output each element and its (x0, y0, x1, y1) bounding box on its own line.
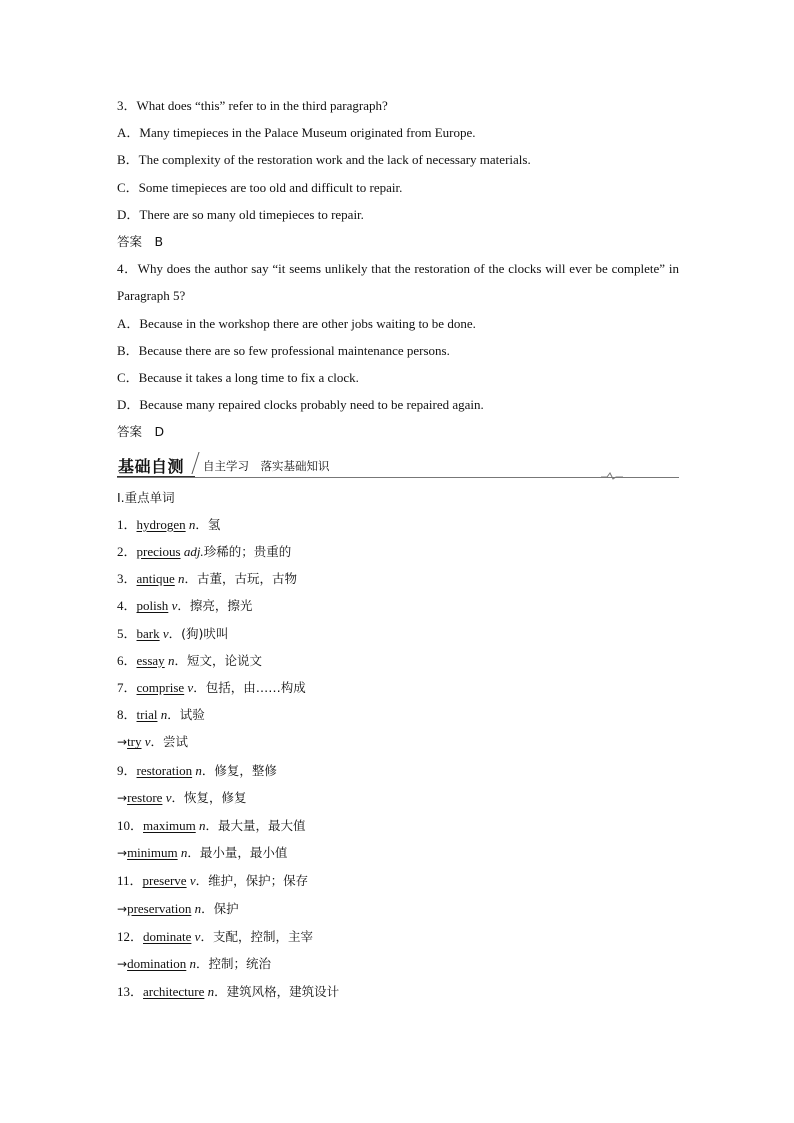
section-subtitle: 自主学习 落实基础知识 (203, 458, 330, 473)
vocab-meaning: ．支配，控制，主宰 (200, 928, 313, 944)
vocab-word: architecture (143, 984, 205, 1000)
vocab-item (117, 784, 679, 812)
vocab-word: comprise (136, 680, 185, 696)
part-of-speech: v (162, 625, 169, 641)
vocab-word: preserve (142, 873, 187, 889)
vocab-meaning: ．试验 (167, 707, 205, 723)
arrow-icon: → (117, 901, 128, 916)
vocab-item (117, 812, 679, 839)
vocab-meaning: ．氢 (195, 516, 221, 532)
option-b: B．The complexity of the restoration work and the lack of necessary materials. (117, 152, 531, 168)
vocab-meaning: ．控制；统治 (196, 956, 272, 972)
vocab-word: maximum (143, 818, 196, 834)
part-of-speech: n (189, 956, 197, 972)
section-header (117, 448, 679, 482)
item-number: 2． (117, 544, 137, 560)
vocab-meaning: ．擦亮，擦光 (177, 598, 253, 614)
item-number: 4． (117, 598, 137, 614)
vocab-item (117, 620, 679, 647)
part-of-speech: adj. (183, 544, 204, 560)
vocab-meaning: ．最大量，最大值 (205, 818, 306, 834)
item-number: 13． (117, 984, 144, 1000)
question-3 (117, 92, 679, 255)
vocab-item (117, 701, 679, 728)
vocab-meaning: ．维护，保护；保存 (195, 873, 309, 889)
answer: 答案 D (117, 424, 165, 440)
document-page (117, 92, 679, 1006)
vocab-word: antique (136, 571, 175, 587)
question-stem: 3．What does “this” refer to in the third paragraph? (117, 98, 388, 113)
vocab-meaning: ．尝试 (150, 734, 189, 750)
option-c: C．Some timepieces are too old and difficult to repair. (117, 179, 403, 195)
vocab-word: precious (136, 544, 181, 560)
vocab-heading: Ⅰ.重点单词 (117, 489, 175, 505)
vocab-item (117, 592, 679, 619)
part-of-speech: v (171, 598, 178, 614)
part-of-speech: n (178, 571, 185, 587)
option-d: D．Because many repaired clocks probably need to be repaired again. (117, 397, 484, 413)
header-rule (117, 477, 679, 478)
vocab-word: restore (127, 789, 163, 805)
option-c: C．Because it takes a long time to fix a clock. (117, 370, 359, 386)
item-number: 5． (117, 625, 137, 641)
slash-divider (191, 452, 199, 474)
vocab-word: essay (136, 652, 165, 668)
item-number: 9． (117, 762, 137, 778)
part-of-speech: n (160, 707, 168, 723)
vocab-word: trial (136, 707, 158, 723)
part-of-speech: v (144, 734, 151, 750)
vocab-list (117, 511, 679, 1006)
item-number: 3． (117, 571, 137, 587)
vocab-meaning: ．修复，整修 (201, 762, 277, 778)
item-number: 1． (117, 516, 137, 532)
vocab-meaning: ．包括，由……构成 (193, 680, 306, 696)
vocab-item (117, 978, 679, 1005)
vocab-meaning: ．建筑风格，建筑设计 (214, 984, 340, 1000)
part-of-speech: n (194, 900, 202, 916)
part-of-speech: n (188, 516, 196, 532)
vocab-item (117, 757, 679, 784)
vocab-item (117, 923, 679, 950)
part-of-speech: n (207, 984, 215, 1000)
vocab-word: bark (136, 625, 160, 641)
vocab-word: minimum (127, 845, 178, 861)
part-of-speech: n (180, 845, 188, 861)
arrow-icon: → (117, 790, 128, 805)
vocab-item (117, 895, 679, 923)
wave-ornament-icon (601, 472, 623, 480)
item-number: 10． (117, 818, 144, 834)
vocab-word: restoration (136, 762, 193, 778)
vocab-item (117, 511, 679, 538)
vocab-meaning: ．保护 (201, 900, 239, 916)
option-d: D．There are so many old timepieces to repair. (117, 206, 364, 222)
part-of-speech: v (194, 928, 201, 944)
vocab-item (117, 728, 679, 756)
vocab-word: domination (127, 956, 187, 972)
vocab-item (117, 839, 679, 867)
vocab-item (117, 647, 679, 674)
vocab-item (117, 950, 679, 978)
part-of-speech: n (198, 818, 206, 834)
item-number: 12． (117, 928, 144, 944)
part-of-speech: v (165, 789, 172, 805)
vocab-item (117, 867, 679, 894)
vocab-word: dominate (143, 928, 192, 944)
vocab-meaning: ．(狗)吠叫 (168, 625, 229, 641)
vocab-meaning: 珍稀的；贵重的 (203, 544, 292, 560)
answer: 答案 B (117, 234, 164, 250)
vocab-item (117, 565, 679, 592)
item-number: 7． (117, 680, 137, 696)
vocab-word: hydrogen (136, 516, 186, 532)
option-a: A．Because in the workshop there are other jobs waiting to be done. (117, 315, 476, 331)
vocab-word: polish (136, 598, 169, 614)
question-4 (117, 255, 679, 445)
vocab-meaning: ．短文，论说文 (174, 652, 262, 668)
part-of-speech: n (167, 652, 175, 668)
arrow-icon: → (117, 957, 128, 972)
item-number: 8． (117, 707, 137, 723)
option-b: B．Because there are so few professional maintenance persons. (117, 342, 450, 358)
part-of-speech: v (189, 873, 196, 889)
part-of-speech: v (187, 680, 194, 696)
option-a: A．Many timepieces in the Palace Museum originated from Europe. (117, 125, 476, 141)
vocab-meaning: ．恢复，修复 (171, 789, 247, 805)
arrow-icon: → (117, 846, 128, 861)
vocab-meaning: ．古董，古玩，古物 (184, 571, 298, 587)
item-number: 6． (117, 652, 137, 668)
item-number: 11． (117, 873, 143, 889)
part-of-speech: n (195, 762, 202, 778)
vocab-word: preservation (127, 900, 192, 916)
vocab-item (117, 538, 679, 565)
vocab-item (117, 674, 679, 701)
vocab-meaning: ．最小量，最小值 (187, 845, 288, 861)
section-title: 基础自测 (118, 456, 185, 476)
vocab-word: try (127, 734, 142, 750)
question-stem: 4．Why does the author say “it seems unlikely that the restoration of the clocks will ever be complete” in Paragraph 5? (117, 261, 679, 304)
arrow-icon: → (117, 735, 128, 750)
